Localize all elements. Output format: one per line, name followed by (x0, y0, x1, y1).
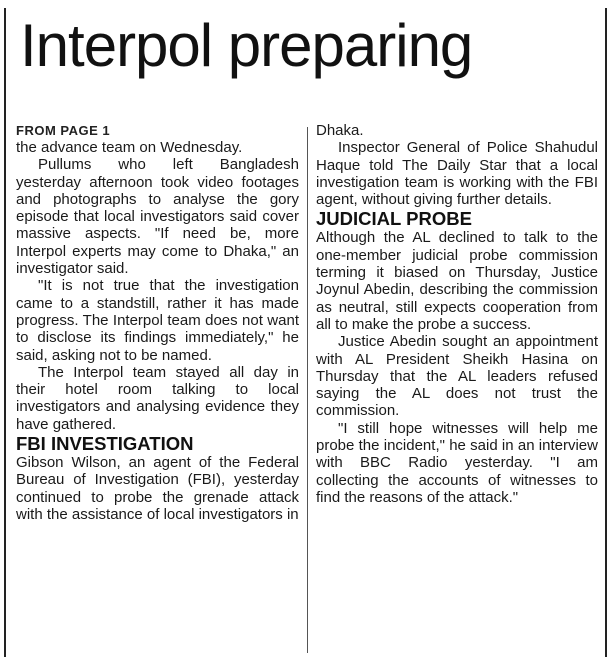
continuation-kicker: FROM PAGE 1 (16, 123, 111, 138)
paragraph: Gibson Wilson, an agent of the Federal Bureau of Investigation (FBI), yesterday continued to probe the grenade attack with the assistance of local investigators in (16, 454, 299, 523)
paragraph: Although the AL declined to talk to the one-member judicial probe commission terming it biased on Thursday, Justice Joynul Abedin, describing the commission as neutral, still expects cooperation from all to make the probe a success. (316, 229, 598, 333)
paragraph: Pullums who left Bangladesh yesterday afternoon took video footages and photographs to analyse the gory episode that local investigators said cover massive aspects. "If need be, more Interpol experts may come to Dhaka," an investigator said. (16, 156, 299, 278)
headline: Interpol preparing (20, 12, 473, 79)
paragraph: Justice Abedin sought an appointment with AL President Sheikh Hasina on Thursday that the AL leaders refused saying the AL does not trust the commission. (316, 333, 598, 420)
paragraph: "It is not true that the investigation came to a standstill, rather it has made progress. The Interpol team does not want to disclose its findings immediately," he said, asking not to be named. (16, 277, 299, 364)
column-divider (307, 127, 308, 653)
paragraph: "I still hope witnesses will help me probe the incident," he said in an interview with BBC Radio yesterday. "I am collecting the accounts of witnesses to find the reasons of the attack." (316, 419, 598, 506)
paragraph: the advance team on Wednesday. (16, 139, 243, 156)
subhead-fbi-investigation: FBI INVESTIGATION (16, 433, 194, 455)
left-column (16, 122, 299, 523)
left-border-rule (4, 8, 6, 657)
right-column (316, 122, 598, 506)
paragraph: The Interpol team stayed all day in their hotel room talking to local investigators and analysing evidence they have gathered. (16, 363, 299, 433)
paragraph: Dhaka. (316, 122, 364, 139)
subhead-judicial-probe: JUDICIAL PROBE (316, 208, 472, 230)
right-border-rule (605, 8, 607, 657)
paragraph: Inspector General of Police Shahudul Haque told The Daily Star that a local investigation team is working with the FBI agent, without giving further details. (316, 139, 598, 209)
